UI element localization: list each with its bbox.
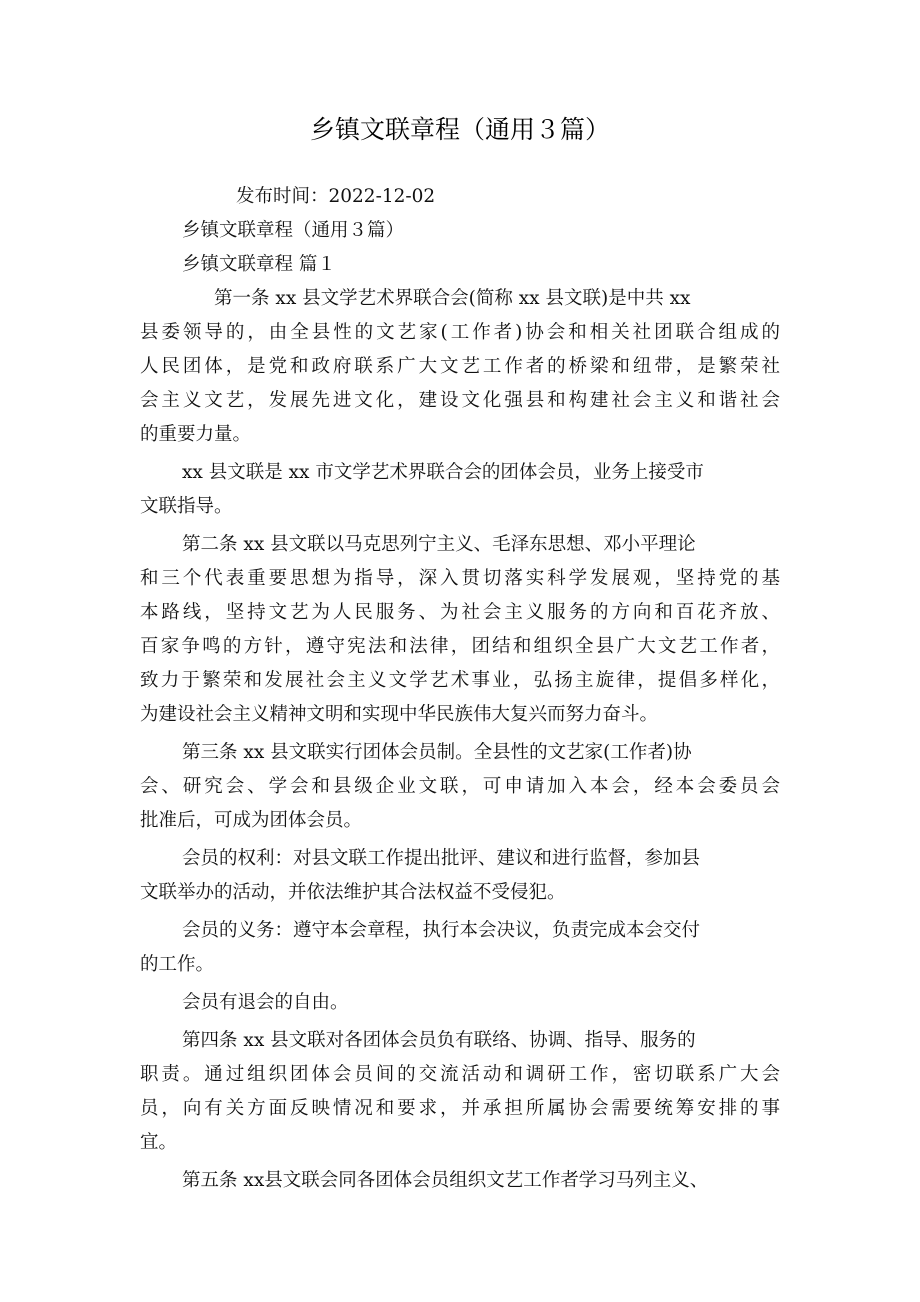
body-line: 会、研究会、学会和县级企业文联，可申请加入本会，经本会委员会 [140,776,780,797]
body-line: 人民团体，是党和政府联系广大文艺工作者的桥梁和纽带，是繁荣社 [140,356,780,377]
body-line: 的重要力量。 [140,424,252,445]
body-line: 职责。通过组织团体会员间的交流活动和调研工作，密切联系广大会 [140,1064,780,1085]
document-body [140,180,780,1198]
body-line: 会员有退会的自由。 [182,992,349,1013]
body-line: 第四条 xx 县文联对各团体会员负有联络、协调、指导、服务的 [182,1030,696,1051]
body-line: 第五条 xx县文联会同各团体会员组织文艺工作者学习马列主义、 [182,1170,709,1191]
body-line: 县委领导的，由全县性的文艺家(工作者)协会和相关社团联合组成的 [140,322,780,343]
body-line: 致力于繁荣和发展社会主义文学艺术事业，弘扬主旋律，提倡多样化， [140,670,780,691]
body-line: 和三个代表重要思想为指导，深入贯切落实科学发展观，坚持党的基 [140,568,780,589]
body-line: 的工作。 [140,954,215,975]
body-line: 会主义文艺，发展先进文化，建设文化强县和构建社会主义和谐社会 [140,390,780,411]
body-line: 宜。 [140,1132,178,1153]
body-line: 第三条 xx 县文联实行团体会员制。全县性的文艺家(工作者)协 [182,742,692,763]
section-title: 乡镇文联章程 篇１ [182,254,336,275]
document-subtitle: 乡镇文联章程（通用３篇） [182,220,405,241]
publish-date: 发布时间：2022-12-02 [236,186,436,207]
body-line: 第一条 xx 县文学艺术界联合会(简称 xx 县文联)是中共 xx [214,288,691,309]
body-line: 本路线，坚持文艺为人民服务、为社会主义服务的方向和百花齐放、 [140,602,780,623]
body-line: xx 县文联是 xx 市文学艺术界联合会的团体会员，业务上接受市 [182,462,704,483]
body-line: 会员的义务：遵守本会章程，执行本会决议，负责完成本会交付 [182,920,701,941]
body-line: 文联举办的活动，并依法维护其合法权益不受侵犯。 [140,882,566,903]
body-line: 会员的权利：对县文联工作提出批评、建议和进行监督，参加县 [182,848,701,869]
body-line: 百家争鸣的方针，遵守宪法和法律，团结和组织全县广大文艺工作者， [140,636,780,657]
body-line: 员，向有关方面反映情况和要求，并承担所属协会需要统筹安排的事 [140,1098,780,1119]
body-line: 第二条 xx 县文联以马克思列宁主义、毛泽东思想、邓小平理论 [182,534,696,555]
body-line: 文联指导。 [140,496,233,517]
body-line: 批准后，可成为团体会员。 [140,810,363,831]
document-title: 乡镇文联章程（通用３篇） [309,115,610,144]
body-line: 为建设社会主义精神文明和实现中华民族伟大复兴而努力奋斗。 [140,704,659,725]
